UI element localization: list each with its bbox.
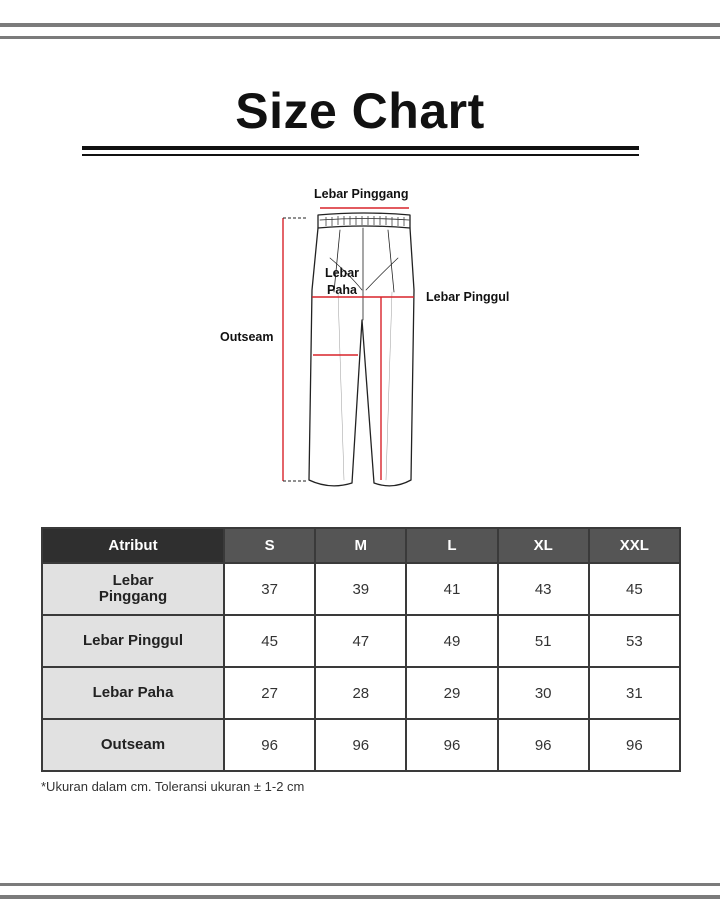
row-attribute: Outseam	[42, 719, 224, 771]
row-attribute-line1: Lebar	[112, 572, 154, 589]
header-size: S	[224, 528, 315, 563]
table-cell: 96	[498, 719, 589, 771]
table-cell: 37	[224, 563, 315, 615]
table-cell: 39	[315, 563, 406, 615]
table-cell: 96	[406, 719, 497, 771]
table-cell: 45	[224, 615, 315, 667]
header-size: XXL	[589, 528, 680, 563]
header-size: M	[315, 528, 406, 563]
table-cell: 45	[589, 563, 680, 615]
title-underline	[82, 146, 639, 150]
table-cell: 43	[498, 563, 589, 615]
size-table	[41, 527, 681, 772]
top-border-line	[0, 23, 720, 27]
row-attribute: Lebar Paha	[42, 667, 224, 719]
table-cell: 51	[498, 615, 589, 667]
table-row	[42, 615, 680, 667]
table-row	[42, 719, 680, 771]
header-size: L	[406, 528, 497, 563]
row-attribute: Lebar Pinggul	[42, 615, 224, 667]
table-cell: 96	[589, 719, 680, 771]
size-note: *Ukuran dalam cm. Toleransi ukuran ± 1-2 cm	[41, 779, 305, 794]
hip-label: Lebar Pinggul	[426, 290, 510, 304]
top-border-line	[0, 36, 720, 39]
table-cell: 29	[406, 667, 497, 719]
bottom-border-line	[0, 883, 720, 886]
row-attribute-line2: Pinggang	[98, 588, 168, 605]
table-header-row	[42, 528, 680, 563]
outseam-label: Outseam	[220, 330, 274, 344]
table-cell: 30	[498, 667, 589, 719]
table-cell: 27	[224, 667, 315, 719]
thigh-label	[322, 265, 362, 299]
table-row	[42, 667, 680, 719]
thigh-label-line2: Paha	[327, 283, 357, 297]
bottom-border-line	[0, 895, 720, 899]
table-cell: 53	[589, 615, 680, 667]
table-cell: 41	[406, 563, 497, 615]
header-size: XL	[498, 528, 589, 563]
thigh-label-line1: Lebar	[324, 266, 360, 280]
pants-illustration	[0, 180, 720, 500]
header-attribute: Atribut	[42, 528, 224, 563]
table-cell: 47	[315, 615, 406, 667]
table-cell: 31	[589, 667, 680, 719]
table-cell: 28	[315, 667, 406, 719]
table-cell: 96	[315, 719, 406, 771]
pants-diagram	[0, 180, 720, 500]
table-cell: 96	[224, 719, 315, 771]
row-attribute	[42, 563, 224, 615]
table-cell: 49	[406, 615, 497, 667]
table-row	[42, 563, 680, 615]
page-title: Size Chart	[235, 83, 485, 139]
waist-label: Lebar Pinggang	[314, 187, 409, 201]
title-underline	[82, 154, 639, 156]
